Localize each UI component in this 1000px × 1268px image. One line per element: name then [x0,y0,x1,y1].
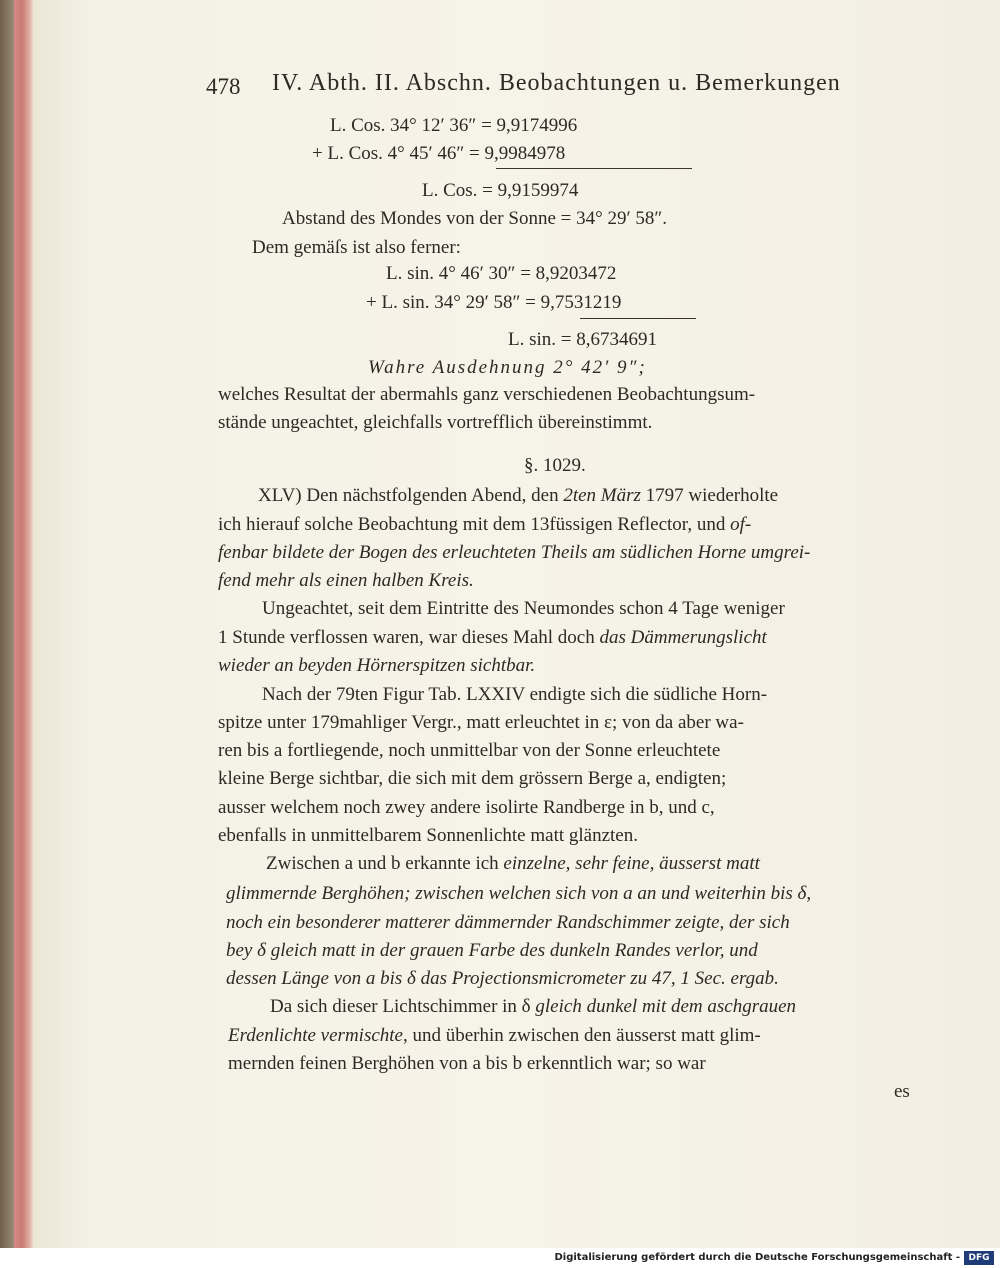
para2-line2-b: das Dämmerungslicht [599,627,767,648]
para4-line3: noch ein besonderer matterer dämmernder Randschimmer zeigte, der sich [226,912,790,933]
para5-line3: mernden feinen Berghöhen von a bis b erkenntlich war; so war [228,1053,706,1074]
wahre-ausdehnung: Wahre Ausdehnung 2° 42′ 9″; [368,357,647,378]
para3-line4: kleine Berge sichtbar, die sich mit dem grössern Berge a, endigten; [218,768,727,789]
para3-line6: ebenfalls in unmittelbarem Sonnenlichte matt glänzten. [218,825,638,846]
calc1-line3: L. Cos. = 9,9159974 [422,180,579,201]
para1-line1-c: 1797 wiederholte [640,485,779,506]
calc1-line1: L. Cos. 34° 12′ 36″ = 9,9174996 [330,115,578,136]
para5-line1-b: gleich dunkel mit dem aschgrauen [535,996,797,1017]
para1-line1-a: XLV) Den nächstfolgenden Abend, den [258,485,564,506]
para5-line2 [228,1025,761,1047]
para1-line2 [218,514,751,536]
calc2-line3: L. sin. = 8,6734691 [508,329,657,350]
para4-line2: glimmernde Berghöhen; zwischen welchen sich von a an und weiterhin bis δ, [226,883,812,904]
calc2-rule [580,318,696,319]
calc1-rule [496,168,692,169]
calc2-line1: L. sin. 4° 46′ 30″ = 8,9203472 [386,263,617,284]
para4-line4: bey δ gleich matt in der grauen Farbe des dunkeln Randes verlor, und [226,940,758,961]
para4-line1-b: einzelne, sehr feine, äusserst matt [503,853,760,874]
para2-line3: wieder an beyden Hörnerspitzen sichtbar. [218,655,536,676]
calc2-line2: + L. sin. 34° 29′ 58″ = 9,7531219 [366,292,622,313]
para2-line2 [218,627,767,649]
para3-line1: Nach der 79ten Figur Tab. LXXIV endigte sich die südliche Horn- [262,684,768,705]
para1-line2-a: ich hierauf solche Beobachtung mit dem 13füssigen Reflector, und [218,514,731,535]
para1-line1 [258,485,778,507]
para1-line4: fend mehr als einen halben Kreis. [218,570,474,591]
para2-line1: Ungeachtet, seit dem Eintritte des Neumondes schon 4 Tage weniger [262,598,785,619]
footer-bar [0,1248,1000,1268]
running-title: IV. Abth. II. Abschn. Beobachtungen u. Bemerkungen [272,70,841,96]
para1-line1-b: 2ten März [563,485,641,506]
page-number: 478 [206,74,241,99]
para5-line1 [270,996,796,1018]
para2-line2-a: 1 Stunde verflossen waren, war dieses Mahl doch [218,627,600,648]
catchword: es [894,1081,910,1102]
para4-line1-a: Zwischen a und b erkannte ich [266,853,504,874]
para4-line1 [266,853,760,875]
para3-line5: ausser welchem noch zwey andere isolirte Randberge in b, und c, [218,797,715,818]
para1-line2-b: of- [730,514,752,535]
result-line1: welches Resultat der abermahls ganz verschiedenen Beobachtungsum- [218,384,756,405]
distance-line: Abstand des Mondes von der Sonne = 34° 29′ 58″. [282,208,668,229]
dfg-logo-icon: DFG [964,1251,994,1265]
para5-line1-a: Da sich dieser Lichtschimmer in δ [270,996,536,1017]
page-edge [14,0,34,1248]
para1-line3: fenbar bildete der Bogen des erleuchteten Theils am südlichen Horne umgrei- [218,542,811,563]
para5-line2-a: Erdenlichte vermischte [228,1025,403,1046]
para5-line2-b: , und überhin zwischen den äusserst matt glim- [402,1025,761,1046]
section-heading: §. 1029. [524,455,586,476]
dem-line: Dem gemäſs ist also ferner: [252,237,461,258]
calc1-line2: + L. Cos. 4° 45′ 46″ = 9,9984978 [312,143,566,164]
book-binding [0,0,14,1248]
para4-line5: dessen Länge von a bis δ das Projectionsmicrometer zu 47, 1 Sec. ergab. [226,968,779,989]
para3-line3: ren bis a fortliegende, noch unmittelbar von der Sonne erleuchtete [218,740,721,761]
para3-line2: spitze unter 179mahliger Vergr., matt erleuchtet in ε; von da aber wa- [218,712,744,733]
result-line2: stände ungeachtet, gleichfalls vortrefflich übereinstimmt. [218,412,653,433]
funding-credit: Digitalisierung gefördert durch die Deutsche Forschungsgemeinschaft - [554,1252,960,1263]
